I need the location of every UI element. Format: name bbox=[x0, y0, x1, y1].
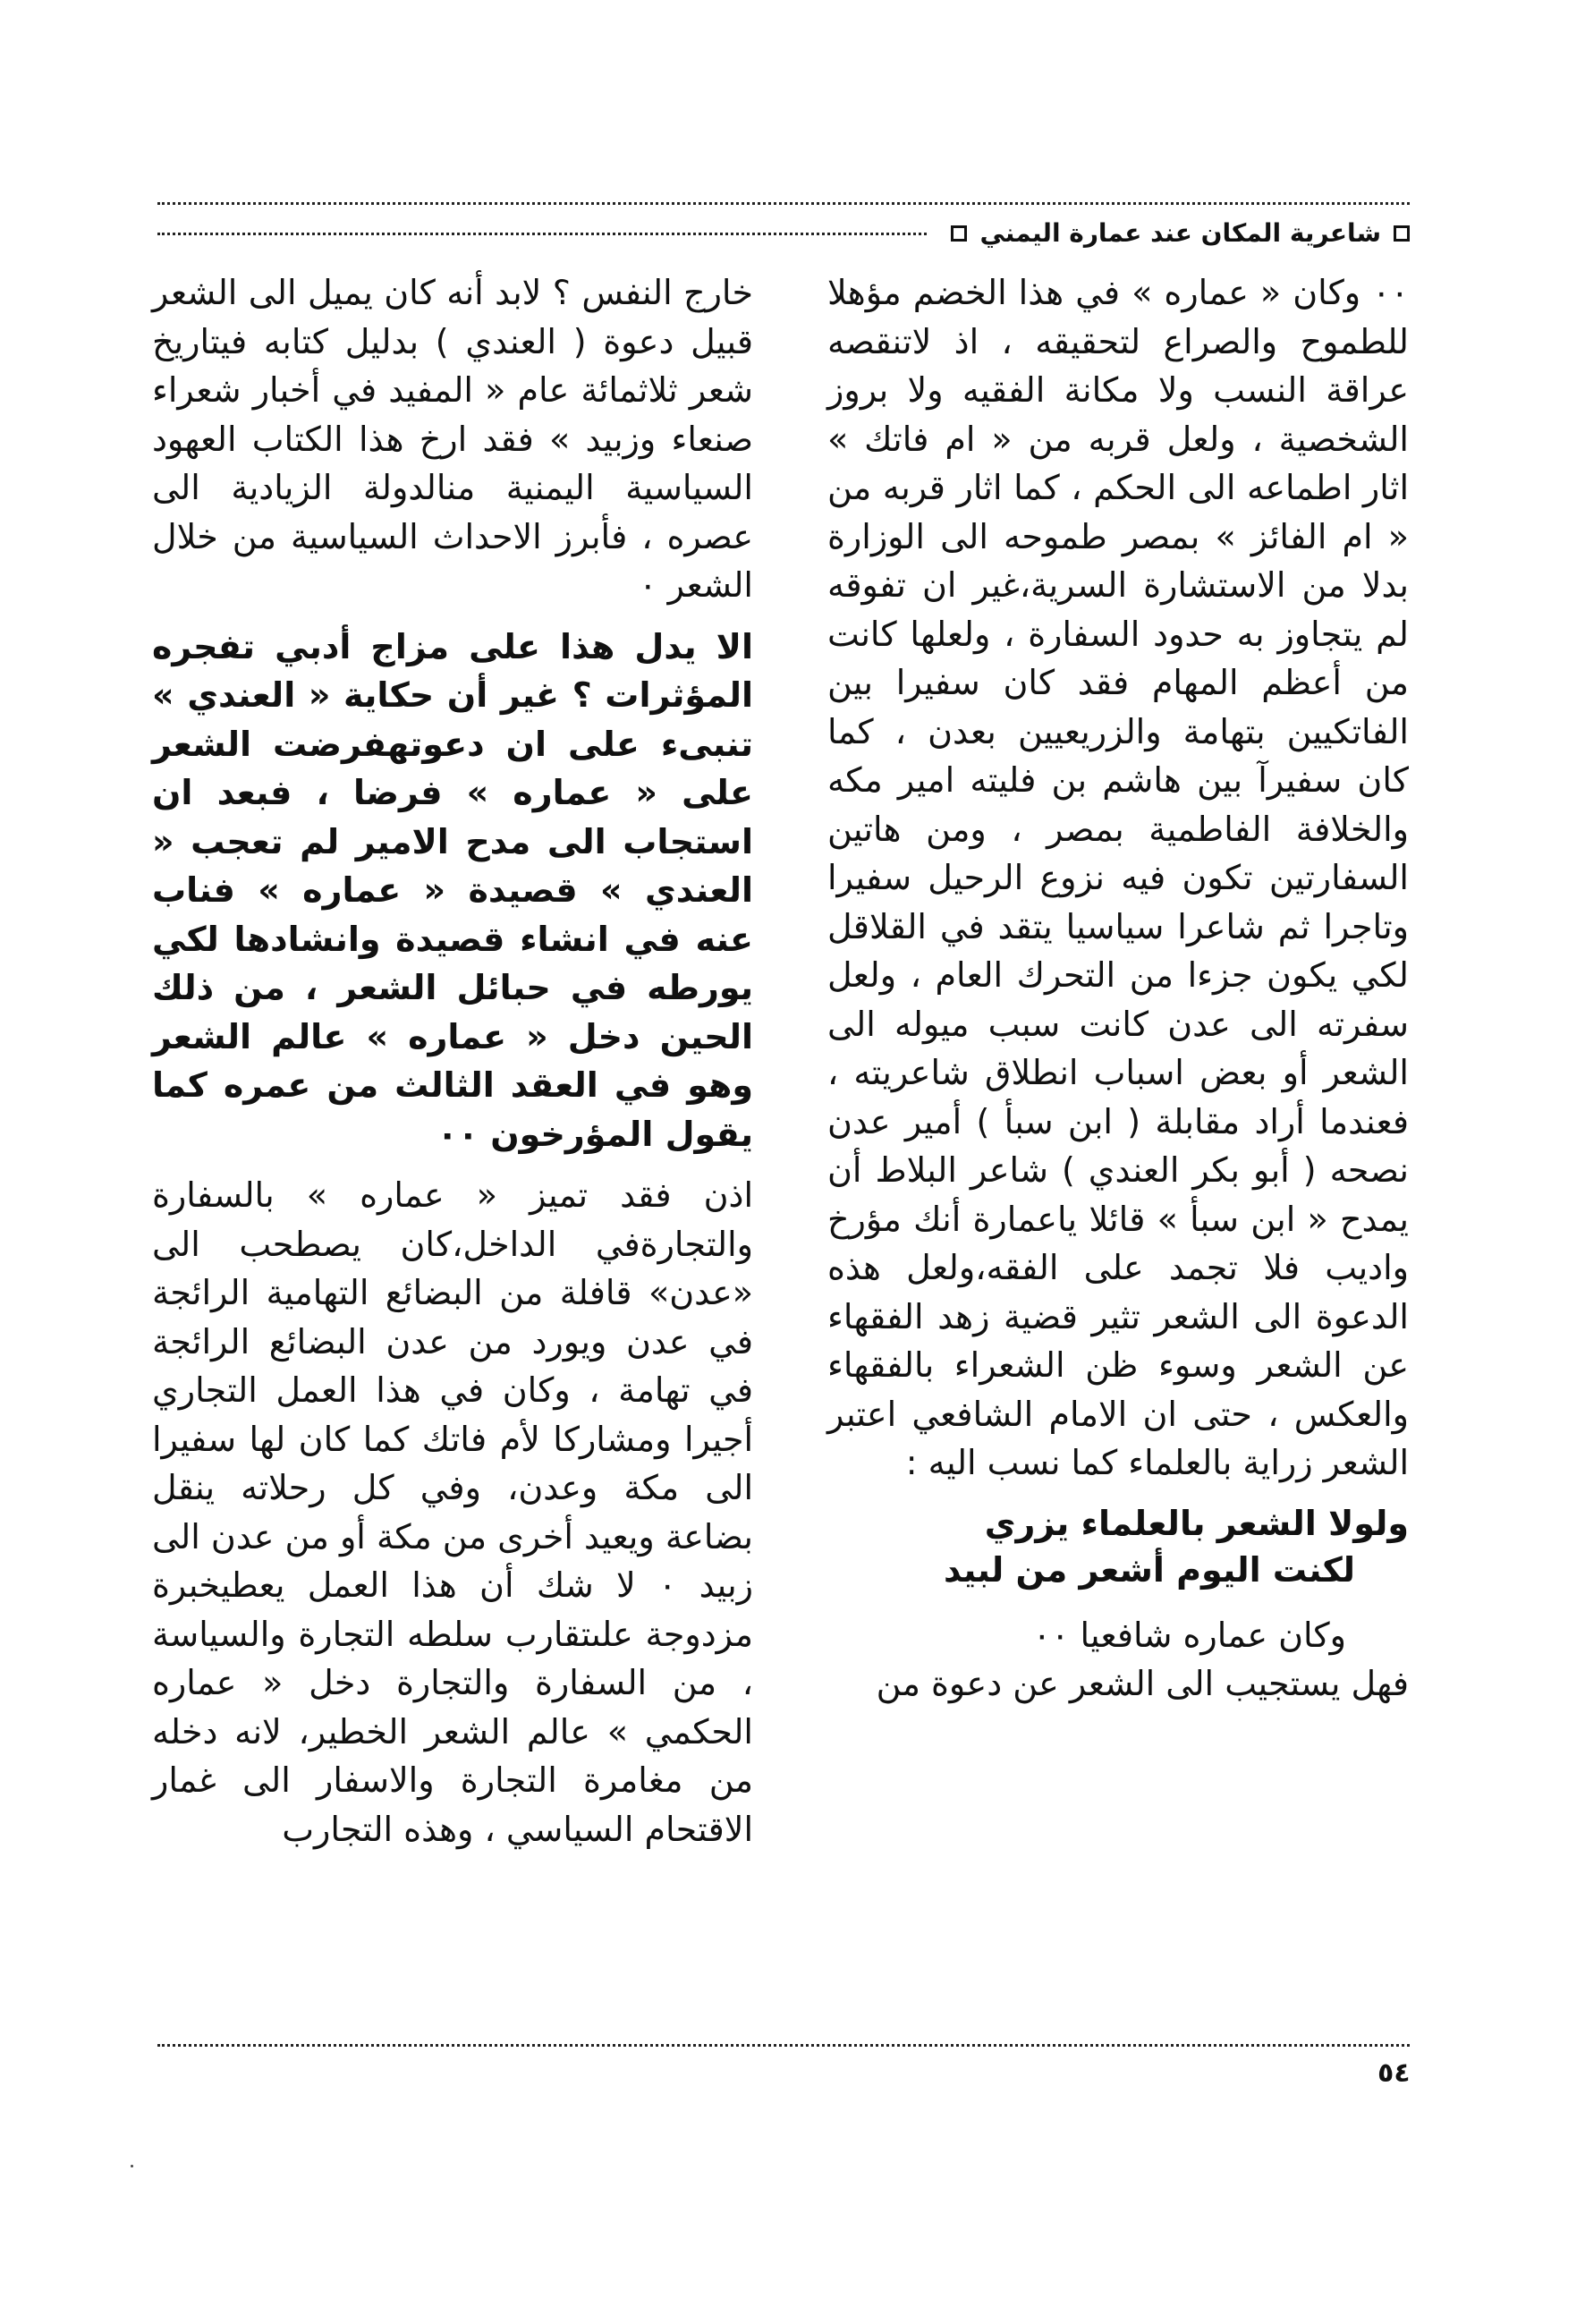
left-paragraph: اذن فقد تميز « عماره » بالسفارة والتجارةفي الداخل،كان يصطحب الى «عدن» قافلة من البضائع التهامية الرائجة في عدن ويورد من عدن البضائع الرائجة في تهامة ، وكان في هذا العمل التجاري أجيرا ومشاركا لأم فاتك كما كان لها سفيرا الى مكة وعدن، وفي كل رحلاته ينقل بضاعة ويعيد أخرى من مكة أو من عدن الى زبيد ٠ لا شك أن هذا العمل يعطيخبرة مزدوجة علىتقارب سلطه التجارة والسياسة ، من السفارة والتجارة دخل « عماره الحكمي » عالم الشعر الخطير، لانه دخله من مغامرة التجارة والاسفار الى غمار الاقتحام السياسي ، وهذه التجارب bbox=[152, 1175, 754, 1849]
after-verse-line: وكان عماره شافعيا ٠٠ bbox=[1032, 1615, 1346, 1655]
header-title-group bbox=[940, 218, 1410, 248]
square-bullet-icon bbox=[1394, 225, 1410, 242]
left-column bbox=[152, 268, 753, 1861]
square-bullet-icon bbox=[951, 225, 967, 242]
left-paragraph: خارج النفس ؟ لابد أنه كان يميل الى الشعر قبيل دعوة ( العندي ) بدليل كتابه فيتاريخ شعر ثلاثمائة عام « المفيد في أخبار شعراء صنعاء وزبيد » فقد ارخ هذا الكتاب العهود السياسية اليمنية منالدولة الزيادية الى عصره ، فأبرز الاحداث السياسية من خلال الشعر ٠ bbox=[152, 273, 753, 605]
page-number: ٥٤ bbox=[1377, 2057, 1411, 2089]
verse-line: لكنت اليوم أشعر من لبيد bbox=[944, 1549, 1355, 1590]
header-dotted-rule bbox=[157, 202, 1410, 205]
poem-verse bbox=[827, 1500, 1409, 1593]
header-dotted-leader bbox=[157, 233, 927, 235]
scan-speck bbox=[131, 2165, 133, 2167]
after-verse-line: فهل يستجيب الى الشعر عن دعوة من bbox=[876, 1664, 1409, 1703]
right-paragraph: ٠٠ وكان « عماره » في هذا الخضم مؤهلا للطموح والصراع لتحقيقه ، اذ لاتنقصه عراقة النسب ولا مكانة الفقيه ولا بروز الشخصية ، ولعل قربه من « ام فاتك » اثار اطماعه الى الحكم ، كما اثار قربه من « ام الفائز » بمصر طموحه الى الوزارة بدلا من الاستشارة السرية،غير ان تفوقه لم يتجاوز به حدود السفارة ، ولعلها كانت من أعظم المهام فقد كان سفيرا بين الفاتكيين بتهامة والزريعيين بعدن ، كما كان سفيرآ بين هاشم بن فليته امير مكه والخلافة الفاطمية بمصر ، ومن هاتين السفارتين تكون فيه نزوع الرحيل سفيرا وتاجرا ثم شاعرا سياسيا يتقد في القلاقل لكي يكون جزءا من التحرك العام ، ولعل سفرته الى عدن كانت سبب ميوله الى الشعر أو بعض اسباب انطلاق شاعريته ، فعندما أراد مقابلة ( ابن سبأ ) أمير عدن نصحه ( أبو بكر العندي ) شاعر البلاط أن يمدح « ابن سبأ » قائلا ياعمارة أنك مؤرخ واديب فلا تجمد على الفقه،ولعل هذه الدعوة الى الشعر تثير قضية زهد الفقهاء عن الشعر وسوء ظن الشعراء بالفقهاء والعكس ، حتى ان الامام الشافعي اعتبر الشعر زراية بالعلماء كما نسب اليه : bbox=[827, 273, 1409, 1482]
verse-line: ولولا الشعر بالعلماء يزري bbox=[984, 1503, 1409, 1543]
left-paragraph: الا يدل هذا على مزاج أدبي تفجره المؤثرات ؟ غير أن حكاية « العندي » تنبىء على ان دعوتهفرضت الشعر على « عماره » فرضا ، فبعد ان استجاب الى مدح الامير لم تعجب « العندي » قصيدة « عماره » فناب عنه في انشاء قصيدة وانشادها لكي يورطه في حبائل الشعر ، من ذلك الحين دخل « عماره » عالم الشعر وهو في العقد الثالث من عمره كما يقول المؤرخون ٠٠ bbox=[152, 626, 753, 1154]
running-header bbox=[157, 199, 1410, 248]
right-column bbox=[827, 268, 1409, 1709]
after-verse-text bbox=[827, 1611, 1409, 1709]
footer-dotted-rule bbox=[157, 2044, 1410, 2047]
header-title: شاعرية المكان عند عمارة اليمني bbox=[979, 218, 1381, 248]
